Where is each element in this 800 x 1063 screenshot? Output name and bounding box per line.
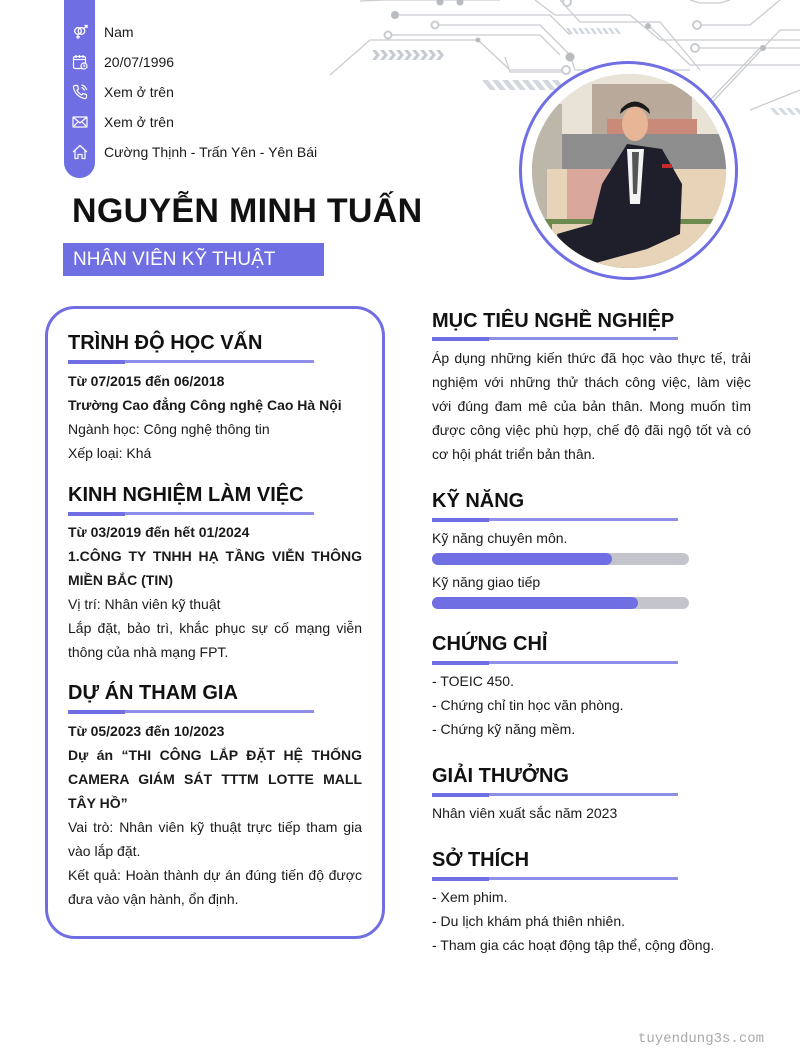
certificates-title: CHỨNG CHỈ [432, 633, 548, 655]
contact-address [64, 137, 317, 167]
education-grade: Xếp loại: Khá [68, 445, 152, 461]
hobbies-underline [432, 877, 678, 880]
hobby-item: - Xem phim. [432, 889, 508, 905]
objective-text: Áp dụng những kiến thức đã học vào thực tế, trải nghiệm với những thử thách công việc, làm việc với đúng đam mê của bản thân. Mong muốn tìm được công việc phù hợp, chế độ đãi ngộ tốt và có cơ hội phát triển bản thân. [432, 350, 751, 462]
awards-underline [432, 793, 678, 796]
phone-text: Xem ở trên [104, 84, 174, 100]
certificates-underline [432, 661, 678, 664]
gender-text: Nam [104, 24, 134, 40]
project-period: Từ 05/2023 đến 10/2023 [68, 723, 225, 739]
project-result: Kết quả: Hoàn thành dự án đúng tiến độ được đưa vào vận hành, ổn định. [68, 867, 362, 907]
contact-phone [64, 77, 174, 107]
hobbies-list [432, 885, 714, 957]
hobbies-title: SỞ THÍCH [432, 849, 530, 871]
skill-bar-2 [432, 597, 689, 609]
phone-icon [64, 84, 95, 100]
experience-company: 1.CÔNG TY TNHH HẠ TẦNG VIỄN THÔNG MIỀN BẮC (TIN) [68, 548, 362, 588]
candidate-name: NGUYỄN MINH TUẤN [72, 192, 423, 230]
watermark: tuyendung3s.com [638, 1031, 765, 1047]
address-text: Cường Thịnh - Trấn Yên - Yên Bái [104, 144, 318, 160]
experience-description: Lắp đặt, bảo trì, khắc phục sự cố mạng viễn thông của nhà mạng FPT. [68, 620, 362, 660]
experience-period: Từ 03/2019 đến hết 01/2024 [68, 524, 250, 540]
certificate-item: - Chứng kỹ năng mềm. [432, 721, 576, 737]
job-title-badge: NHÂN VIÊN KỸ THUẬT [63, 243, 324, 276]
contact-email [64, 107, 174, 137]
objective-title: MỤC TIÊU NGHỀ NGHIỆP [432, 310, 675, 332]
skills-title: KỸ NĂNG [432, 490, 525, 512]
skills-underline [432, 518, 678, 521]
objective-underline [432, 337, 678, 340]
certificate-item: - TOEIC 450. [432, 673, 514, 689]
projects-block [68, 719, 362, 911]
skill-bar-1-fill [432, 553, 612, 565]
project-role: Vai trò: Nhân viên kỹ thuật trực tiếp tham gia vào lắp đặt. [68, 819, 362, 859]
mail-icon [64, 114, 95, 130]
award-text: Nhân viên xuất sắc năm 2023 [432, 805, 618, 821]
projects-title: DỰ ÁN THAM GIA [68, 682, 238, 704]
certificate-item: - Chứng chỉ tin học văn phòng. [432, 697, 624, 713]
experience-title: KINH NGHIỆM LÀM VIỆC [68, 484, 304, 506]
experience-underline [68, 512, 314, 515]
hobby-item: - Tham gia các hoạt động tập thể, cộng đồng. [432, 937, 715, 953]
education-title: TRÌNH ĐỘ HỌC VẤN [68, 332, 263, 354]
skill-label-2: Kỹ năng giao tiếp [432, 574, 541, 590]
certificates-list [432, 669, 624, 741]
experience-position: Vị trí: Nhân viên kỹ thuật [68, 596, 221, 612]
projects-underline [68, 710, 314, 713]
avatar [532, 74, 726, 268]
contact-gender [64, 17, 134, 47]
skill-label-1: Kỹ năng chuyên môn. [432, 530, 568, 546]
experience-block [68, 520, 362, 664]
education-block [68, 369, 362, 465]
birthday-text: 20/07/1996 [104, 54, 175, 70]
skill-bar-1 [432, 553, 689, 565]
contact-birthday [64, 47, 174, 77]
email-text: Xem ở trên [104, 114, 174, 130]
education-period: Từ 07/2015 đến 06/2018 [68, 373, 225, 389]
gender-icon [64, 24, 95, 40]
education-major: Ngành học: Công nghệ thông tin [68, 421, 270, 437]
project-name: Dự án “THI CÔNG LẮP ĐẶT HỆ THỐNG CAMERA GIÁM SÁT TTTM LOTTE MALL TÂY HỒ” [68, 747, 362, 811]
skill-bar-2-fill [432, 597, 638, 609]
hobby-item: - Du lịch khám phá thiên nhiên. [432, 913, 625, 929]
calendar-icon [64, 54, 95, 70]
home-icon [64, 144, 95, 160]
education-underline [68, 360, 314, 363]
education-school: Trường Cao đẳng Công nghệ Cao Hà Nội [68, 397, 342, 413]
awards-title: GIẢI THƯỞNG [432, 765, 569, 787]
